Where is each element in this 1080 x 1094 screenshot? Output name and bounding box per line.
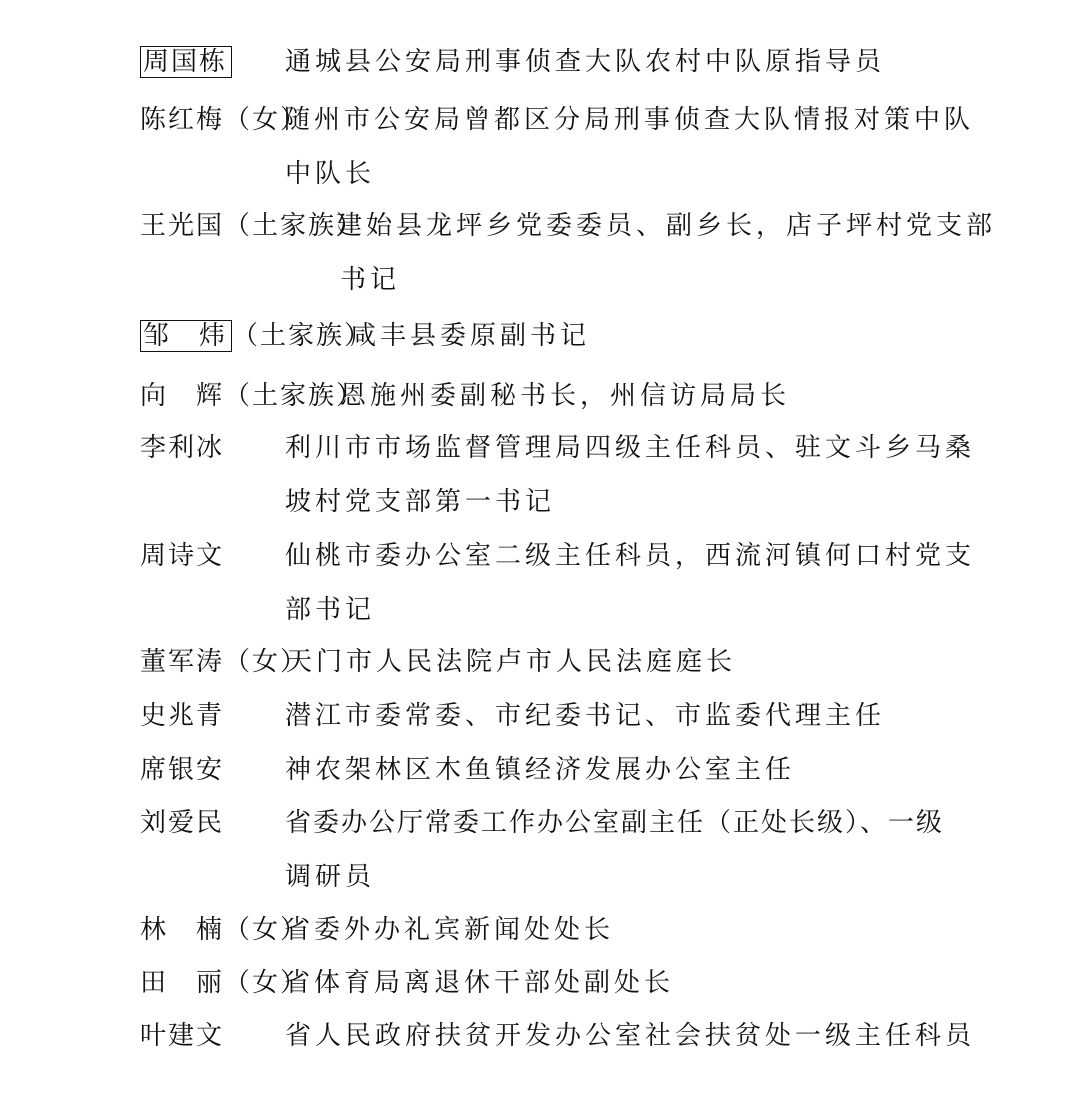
person-name: 叶建文 [140,1021,225,1051]
position-text: 神农架林区木鱼镇经济发展办公室主任 [285,755,796,785]
position-text: 省委办公厅常委工作办公室副主任（正处长级）、一级 [285,808,945,838]
person-name: 周国栋 [140,36,232,88]
person-name: 李利冰 [140,433,225,463]
person-name: 邹 炜 （土家族） [140,310,372,362]
position-text: 随州市公安局曾都区分局刑事侦查大队情报对策中队 [284,105,975,135]
position-text: 恩施州委副秘书长，州信访局局长 [340,381,791,411]
person-name: 田 丽（女） [140,968,309,998]
position-text: 部书记 [285,595,376,625]
position-text: 利川市市场监督管理局四级主任科员、驻文斗乡马桑 [285,433,976,463]
position-text: 省人民政府扶贫开发办公室社会扶贫处一级主任科员 [285,1021,976,1051]
position-text: 坡村党支部第一书记 [285,487,556,517]
position-text: 调研员 [285,862,376,892]
position-text: 中队长 [285,159,376,189]
person-name: 周诗文 [140,541,225,571]
position-text: 通城县公安局刑事侦查大队农村中队原指导员 [285,47,886,77]
person-name: 董军涛（女） [140,647,309,677]
position-text: 书记 [340,265,401,295]
position-text: 省委外办礼宾新闻处处长 [284,915,615,945]
person-name: 陈红梅（女） [140,105,309,135]
position-text: 仙桃市委办公室二级主任科员，西流河镇何口村党支 [285,541,976,571]
person-name: 王光国（土家族） [140,211,365,241]
position-text: 建始县龙坪乡党委委员、副乡长，店子坪村党支部 [336,211,997,241]
position-text: 潜江市委常委、市纪委书记、市监委代理主任 [285,701,886,731]
person-name: 史兆青 [140,701,225,731]
person-name: 林 楠（女） [140,915,309,945]
position-text: 天门市人民法院卢市人民法庭庭长 [286,647,737,677]
person-name: 席银安 [140,755,225,785]
person-name: 刘爱民 [140,808,225,838]
person-name: 向 辉（土家族） [140,381,365,411]
position-text: 咸丰县委原副书记 [350,321,591,351]
position-text: 省体育局离退休干部处副处长 [284,968,675,998]
